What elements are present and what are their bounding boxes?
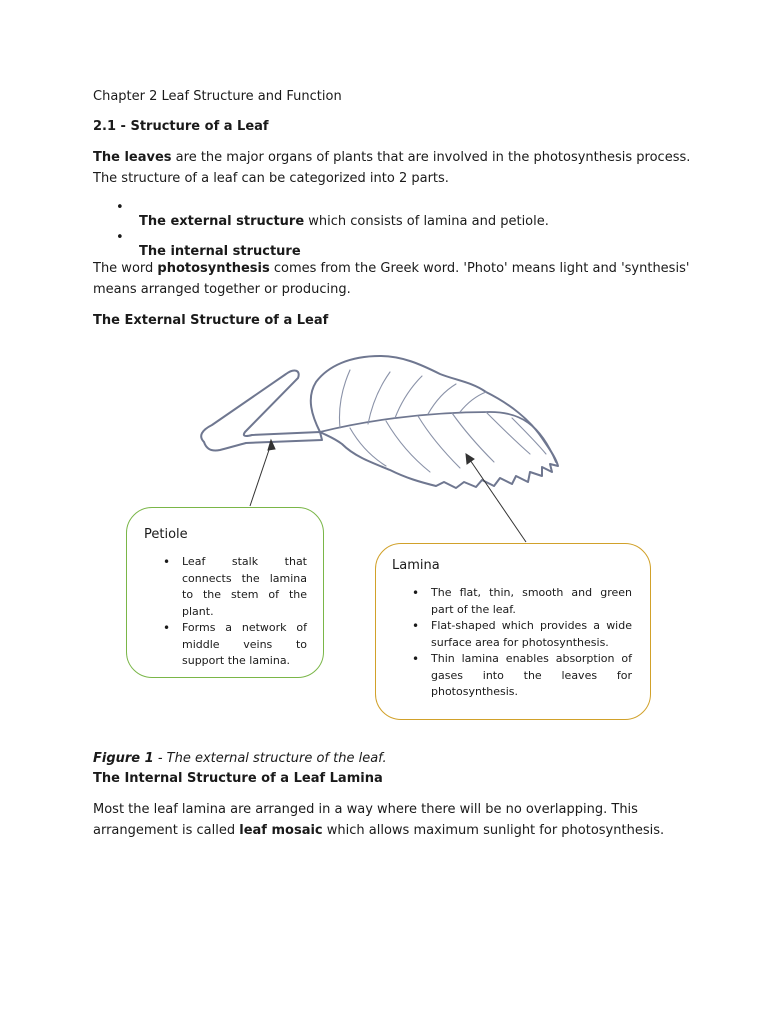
list-item: [139, 211, 549, 232]
list-item-bold: The internal structure: [139, 244, 301, 259]
list-item-rest: which consists of lamina and petiole.: [304, 214, 549, 229]
vein: [368, 372, 390, 424]
photosynthesis-line-1: [93, 258, 689, 279]
lamina-arrowhead-icon: [466, 454, 474, 464]
section-heading: 2.1 - Structure of a Leaf: [93, 119, 269, 134]
list-item: • Thin lamina enables absorption of gases into the leaves for photosynthesis.: [431, 651, 632, 701]
external-structure-heading: The External Structure of a Leaf: [93, 313, 329, 328]
list-item: • Forms a network of middle veins to support the lamina.: [182, 620, 307, 670]
chapter-title: Chapter 2 Leaf Structure and Function: [93, 89, 342, 104]
petiole-list: [182, 554, 307, 670]
photosynthesis-line-1-rest: comes from the Greek word. 'Photo' means light and 'synthesis': [269, 261, 690, 276]
lamina-pointer-line: [468, 457, 526, 542]
intro-line-2: The structure of a leaf can be categorized into 2 parts.: [93, 171, 449, 186]
vein: [339, 370, 350, 428]
mosaic-line-2: [93, 820, 664, 841]
mosaic-prefix: arrangement is called: [93, 823, 240, 838]
mosaic-line-1: Most the leaf lamina are arranged in a way where there will be no overlapping. This: [93, 802, 638, 817]
intro-line-1: [93, 147, 690, 168]
figure-caption-text: - The external structure of the leaf.: [153, 751, 387, 766]
vein: [386, 421, 430, 472]
petiole-title: Petiole: [144, 527, 188, 542]
lamina-list: [431, 585, 632, 701]
intro-bold-lead: The leaves: [93, 150, 172, 165]
photosynthesis-bold: photosynthesis: [157, 261, 270, 276]
list-item-bold: The external structure: [139, 214, 305, 229]
list-item: • The flat, thin, smooth and green part of the leaf.: [431, 585, 632, 618]
lamina-callout: [375, 543, 651, 720]
vein: [395, 376, 422, 418]
photosynthesis-prefix: The word: [93, 261, 158, 276]
mosaic-bold: leaf mosaic: [239, 823, 323, 838]
list-item: • Leaf stalk that connects the lamina to the stem of the plant.: [182, 554, 307, 620]
vein: [486, 412, 530, 454]
vein: [460, 392, 486, 412]
vein: [452, 413, 494, 462]
petiole-outline: [201, 371, 322, 451]
vein: [428, 384, 456, 414]
mosaic-line-2-rest: which allows maximum sunlight for photosynthesis.: [322, 823, 665, 838]
vein: [418, 416, 460, 468]
list-item: • Flat-shaped which provides a wide surface area for photosynthesis.: [431, 618, 632, 651]
bullet-icon: •: [116, 200, 124, 215]
petiole-pointer-line: [250, 444, 271, 506]
bullet-icon: •: [116, 230, 124, 245]
figure-label: Figure 1: [93, 751, 154, 766]
internal-structure-heading: The Internal Structure of a Leaf Lamina: [93, 771, 383, 786]
intro-line-1-rest: are the major organs of plants that are involved in the photosynthesis process.: [171, 150, 691, 165]
lamina-title: Lamina: [392, 558, 440, 573]
photosynthesis-line-2: means arranged together or producing.: [93, 282, 351, 297]
figure-caption: [93, 751, 387, 766]
petiole-callout: [126, 507, 324, 678]
